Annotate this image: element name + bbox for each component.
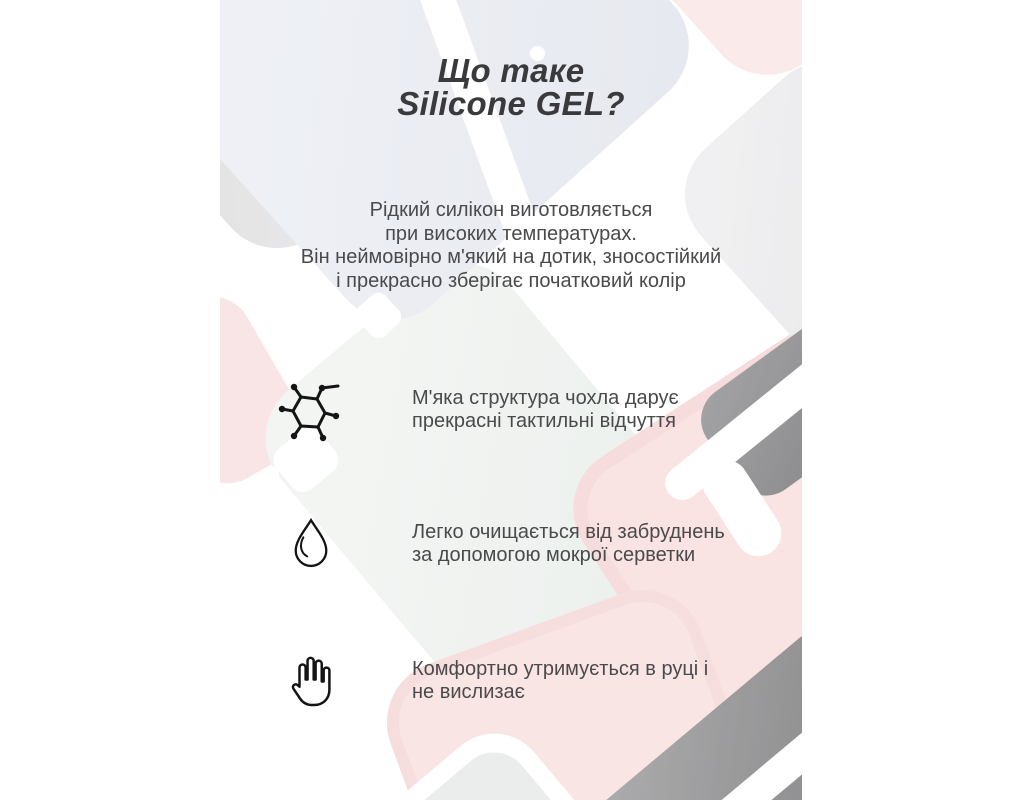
intro-line: при високих температурах.: [385, 222, 637, 245]
intro-paragraph: [220, 199, 802, 293]
phone-case-white-interior: [250, 738, 629, 800]
water-drop-icon: [275, 516, 347, 572]
feature-line: Легко очищається від забруднень: [412, 520, 725, 543]
feature-line: прекрасні тактильні відчуття: [412, 410, 676, 432]
title-line-2: Silicone GEL?: [397, 85, 625, 122]
camera-cutout: [352, 289, 406, 343]
feature-text: [412, 658, 708, 705]
feature-item-easy-clean: [275, 509, 795, 579]
intro-line: Рідкий силікон виготовляється: [369, 199, 653, 221]
feature-item-comfort-grip: [275, 646, 795, 716]
feature-line: не вислизає: [412, 681, 525, 703]
hand-icon: [275, 651, 347, 711]
feature-text: [412, 387, 679, 434]
title-line-1: Що таке: [437, 52, 585, 89]
phone-case-white: [225, 712, 655, 800]
page-title: [220, 54, 802, 120]
feature-line: за допомогою мокрої серветки: [412, 544, 696, 566]
camera-cutout: [264, 466, 279, 481]
feature-line: М'яка структура чохла дарує: [412, 386, 679, 409]
intro-line: Він неймовірно м'який на дотик, зносостійкий: [300, 246, 722, 269]
intro-line: і прекрасно зберігає початковий колір: [336, 269, 686, 292]
feature-line: Комфортно утримується в руці і: [412, 657, 709, 680]
molecule-icon: [275, 378, 347, 442]
feature-text: [412, 521, 725, 568]
feature-item-soft-structure: [275, 375, 795, 445]
